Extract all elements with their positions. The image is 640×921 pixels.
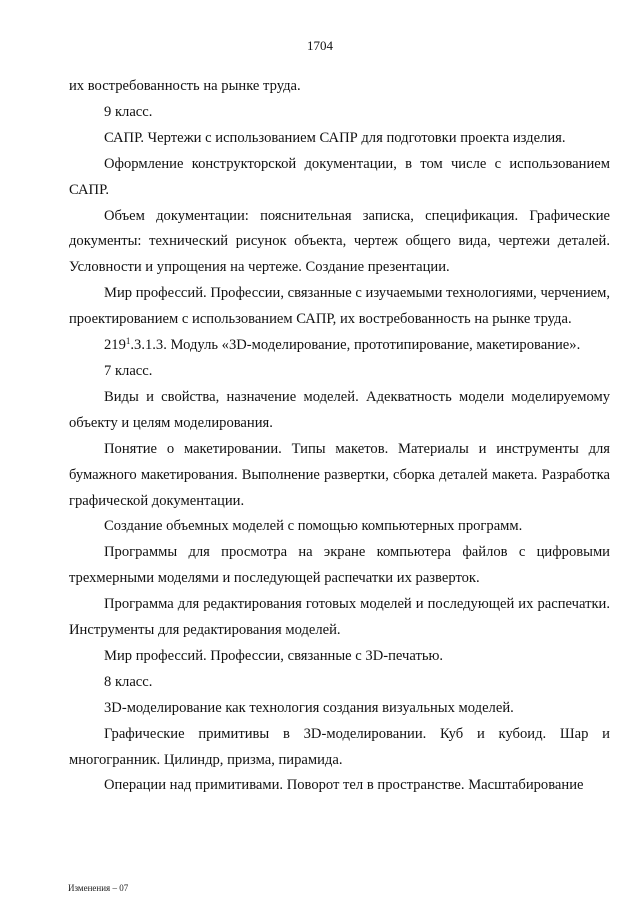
module-heading <box>69 333 610 359</box>
grade-7-heading: 7 класс. <box>104 362 153 379</box>
module-title: .3.1.3. Модуль «3D-моделирование, прототипирование, макетирование». <box>130 337 581 354</box>
grade-9-heading: 9 класс. <box>104 103 153 120</box>
paragraph-design-documentation: Оформление конструкторской документации, в том числе с использованием САПР. <box>69 155 610 198</box>
paragraph-mockup-concept: Понятие о макетировании. Типы макетов. Материалы и инструменты для бумажного макетирования. Выполнение развертки, сборка деталей макета. Разработка графической документации. <box>69 440 610 509</box>
page-number: 1704 <box>307 38 333 53</box>
paragraph-model-types: Виды и свойства, назначение моделей. Адекватность модели моделируемому объекту и целям моделирования. <box>69 388 610 431</box>
paragraph-viewer-programs: Программы для просмотра на экране компьютера файлов с цифровыми трехмерными моделями и последующей распечатки их разверток. <box>69 544 610 587</box>
module-superscript: 1 <box>125 336 131 347</box>
document-body <box>69 74 610 799</box>
paragraph-primitive-operations: Операции над примитивами. Поворот тел в пространстве. Масштабирование <box>104 777 584 794</box>
paragraph-3d-models-software: Создание объемных моделей с помощью компьютерных программ. <box>104 518 523 535</box>
paragraph-continuation: их востребованность на рынке труда. <box>69 78 301 94</box>
paragraph-professions-3d-printing: Мир профессий. Профессии, связанные с 3D-печатью. <box>104 647 444 664</box>
paragraph-professions-cad: Мир профессий. Профессии, связанные с изучаемыми технологиями, черчением, проектированием с использованием САПР, их востребованность на рынке труда. <box>69 285 610 328</box>
module-number: 219 <box>104 337 126 354</box>
paragraph-editor-programs: Программа для редактирования готовых моделей и последующей их распечатки. Инструменты для редактирования моделей. <box>69 596 610 639</box>
paragraph-cad-drawings: САПР. Чертежи с использованием САПР для подготовки проекта изделия. <box>104 129 566 146</box>
paragraph-documentation-scope: Объем документации: пояснительная записка, спецификация. Графические документы: технический рисунок объекта, чертеж общего вида, чертежи деталей. Условности и упрощения на чертеже. Создание презентации. <box>69 207 610 276</box>
footer-revision: Изменения – 07 <box>68 883 129 893</box>
paragraph-graphic-primitives: Графические примитивы в 3D-моделировании. Куб и кубоид. Шар и многогранник. Цилиндр, призма, пирамида. <box>69 725 610 768</box>
paragraph-3d-modeling-technology: 3D-моделирование как технология создания визуальных моделей. <box>104 699 514 716</box>
grade-8-heading: 8 класс. <box>104 673 153 690</box>
